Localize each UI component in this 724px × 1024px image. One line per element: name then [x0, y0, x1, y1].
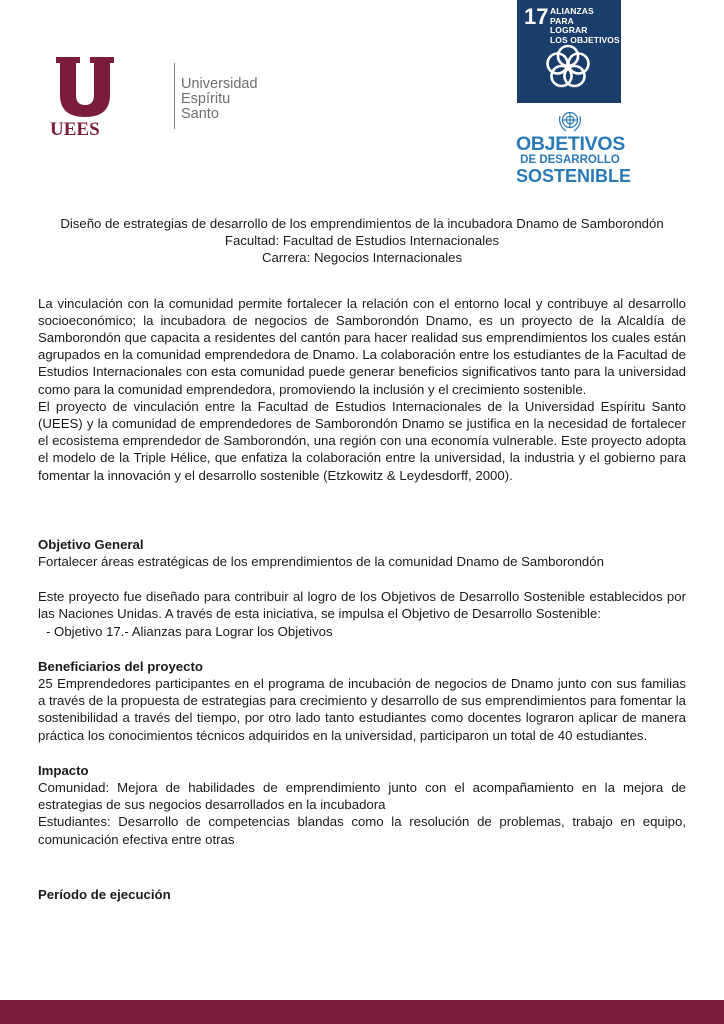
- university-name-line2: Espíritu Santo: [181, 91, 231, 122]
- sdg-number: 17: [524, 4, 549, 29]
- university-logo: [50, 55, 258, 137]
- beneficiarios-text: 25 Emprendedores participantes en el programa de incubación de negocios de Dnamo junto con sus familias a través de la propuesta de estrategias para crecimiento y desarrollo de sus emprendimientos para fomentar la sostenibilidad a través del tiempo, por otro lado tanto estudiantes como docentes lograron aplicar de manera práctica los conocimientos técnicos adquiridos en la universidad, participaron un total de 40 estudiantes.: [38, 676, 686, 743]
- objetivo-heading: Objetivo General: [38, 536, 144, 552]
- logo-divider: [174, 63, 175, 129]
- partnership-flower-icon: [543, 42, 593, 92]
- sdg17-badge: [517, 0, 621, 103]
- impacto-estudiantes: Estudiantes: Desarrollo de competencias blandas como la resolución de problemas, trabajo en equipo, comunicación efectiva entre otras: [38, 814, 686, 847]
- sdg-badge-line3: LOS OBJETIVOS: [550, 34, 620, 45]
- un-emblem-icon: [557, 108, 583, 134]
- ods-text: Este proyecto fue diseñado para contribuir al logro de los Objetivos de Desarrollo Sostenible establecidos por las Naciones Unidas. A través de esta iniciativa, se impulsa el Objetivo de Desarrollo Sostenible:: [38, 589, 686, 622]
- sdg-wordmark-line3: SOSTENIBLE: [516, 166, 632, 186]
- project-title: Diseño de estrategias de desarrollo de los emprendimientos de la incubadora Dnamo de Samborondón: [60, 216, 664, 231]
- uees-letters: UEES: [50, 119, 100, 137]
- uees-u-emblem: [50, 55, 120, 137]
- beneficiarios-heading: Beneficiarios del proyecto: [38, 658, 203, 674]
- university-name-line1: Universidad: [181, 76, 258, 92]
- faculty-line: Facultad: Facultad de Estudios Internacionales: [224, 233, 500, 249]
- sdg-badge-line2: LOGRAR: [550, 25, 588, 35]
- impacto-comunidad: Comunidad: Mejora de habilidades de emprendimiento junto con el acompañamiento en la mejora de estrategias de sus negocios desarrollados en la incubadora: [38, 780, 686, 813]
- intro-paragraph-1: La vinculación con la comunidad permite fortalecer la relación con el entorno local y contribuye al desarrollo socioeconómico; la incubadora de negocios de Samborondón Dnamo, es un proyecto de la Alcaldía de Samborondón que capacita a residentes del cantón para hacer realidad sus emprendimientos los cuales están agrupados en la comunidad emprendedora de Dnamo. La colaboración entre los estudiantes de la Facultad de Estudios Internacionales con esta comunidad puede generar beneficios significativos tanto para la universidad como para la comunidad emprendedora, promoviendo la inclusión y el crecimiento sostenible.: [38, 295, 686, 397]
- sdg-badge-text: [550, 7, 620, 45]
- sdg-badge-line1: ALIANZAS PARA: [550, 6, 594, 26]
- document-body: [38, 215, 686, 903]
- periodo-heading: Período de ejecución: [38, 886, 171, 902]
- sdg-wordmark-line1: OBJETIVOS: [516, 133, 625, 155]
- career-line: Carrera: Negocios Internacionales: [261, 250, 463, 266]
- intro-paragraph-2: El proyecto de vinculación entre la Facultad de Estudios Internacionales de la Universidad Espíritu Santo (UEES) y la comunidad de emprendedores de Samborondón Dnamo se justifica en la necesidad de fortalecer el ecosistema emprendedor de Samborondón, una región con una economía vulnerable. Este proyecto adopta el modelo de la Triple Hélice, que enfatiza la colaboración entre la universidad, la industria y el gobierno para fomentar la innovación y el desarrollo sostenible (Etzkowitz & Leydesdorff, 2000).: [38, 398, 686, 483]
- sdg-wordmark-line2: DE DESARROLLO: [520, 154, 620, 166]
- title-block: [38, 215, 686, 267]
- ods-item: - Objetivo 17.- Alianzas para Lograr los Objetivos: [46, 623, 333, 639]
- footer-bar: [0, 1000, 724, 1024]
- sdg-wordmark: [516, 108, 632, 186]
- impacto-heading: Impacto: [38, 762, 89, 778]
- objetivo-text: Fortalecer áreas estratégicas de los emprendimientos de la comunidad Dnamo de Samborondón: [38, 554, 604, 570]
- university-name: [181, 77, 258, 122]
